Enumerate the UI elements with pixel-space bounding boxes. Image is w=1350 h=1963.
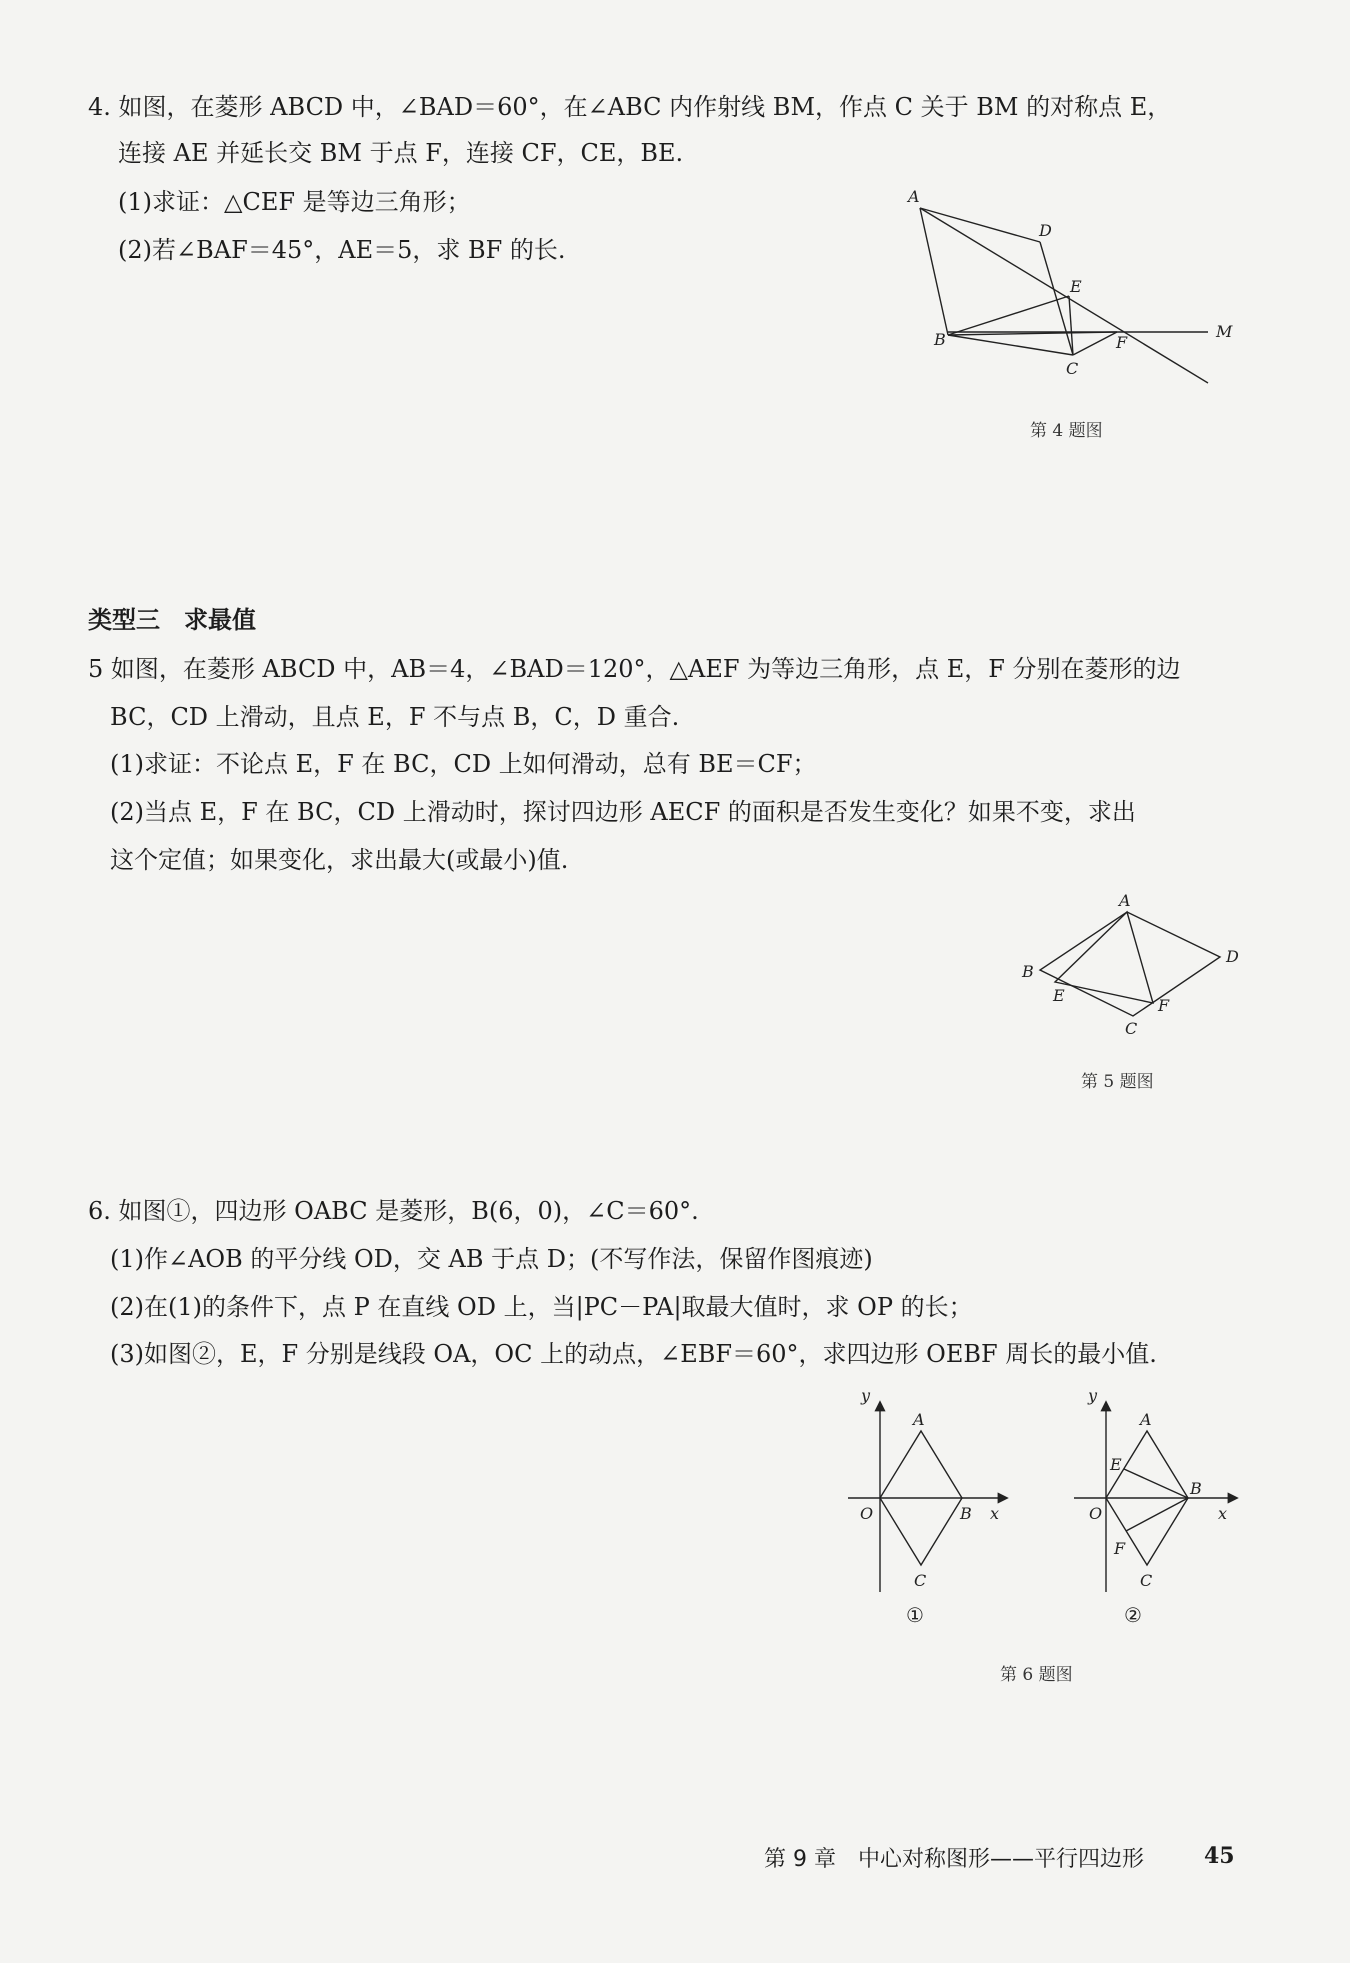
problem6-caption: 第 6 题图 — [1000, 1665, 1073, 1685]
section-heading: 类型三 求最值 — [88, 606, 256, 634]
fig6b-label-y: y — [1088, 1386, 1098, 1405]
fig6a-label-B: B — [960, 1504, 972, 1523]
fig5-label-C: C — [1125, 1019, 1138, 1038]
problem6-part1: (1)作∠AOB 的平分线 OD，交 AB 于点 D；(不写作法，保留作图痕迹) — [110, 1245, 873, 1273]
fig6b-label-F: F — [1114, 1539, 1126, 1558]
fig6b-label-B: B — [1190, 1479, 1202, 1498]
fig4-label-D: D — [1039, 221, 1052, 240]
fig6b-label-E: E — [1110, 1455, 1122, 1474]
fig6b-number: ② — [1124, 1603, 1142, 1627]
problem6-part3: (3)如图②，E，F 分别是线段 OA，OC 上的动点，∠EBF＝60°，求四边形 OEBF 周长的最小值. — [110, 1340, 1157, 1368]
fig5-label-F: F — [1158, 996, 1170, 1015]
problem5-part2b: 这个定值；如果变化，求出最大(或最小)值. — [110, 846, 569, 874]
fig4-label-A: A — [908, 187, 920, 206]
fig6a-number: ① — [906, 1603, 924, 1627]
problem4-part1: (1)求证：△CEF 是等边三角形； — [118, 188, 471, 216]
fig6b-label-x: x — [1218, 1504, 1228, 1523]
problem4-part2: (2)若∠BAF＝45°，AE＝5，求 BF 的长. — [118, 236, 566, 264]
fig6a-label-O: O — [860, 1504, 874, 1523]
fig4-label-E: E — [1070, 277, 1082, 296]
fig4-label-F: F — [1116, 333, 1128, 352]
problem5-part2a: (2)当点 E，F 在 BC，CD 上滑动时，探讨四边形 AECF 的面积是否发生变化？如果不变，求出 — [110, 798, 1136, 826]
problem4-line2: 连接 AE 并延长交 BM 于点 F，连接 CF，CE，BE. — [118, 139, 684, 167]
fig5-label-A: A — [1119, 891, 1131, 910]
fig4-label-M: M — [1216, 322, 1233, 341]
page-number: 45 — [1204, 1843, 1235, 1869]
fig5-label-D: D — [1226, 947, 1239, 966]
fig4-label-C: C — [1066, 359, 1079, 378]
fig5-label-B: B — [1022, 962, 1034, 981]
problem6-line1: 6. 如图①，四边形 OABC 是菱形，B(6，0)，∠C＝60°. — [88, 1197, 699, 1225]
problem5-caption: 第 5 题图 — [1081, 1072, 1154, 1092]
problem6-part2: (2)在(1)的条件下，点 P 在直线 OD 上，当|PC－PA|取最大值时，求 OP 的长； — [110, 1293, 973, 1321]
fig6a-label-y: y — [861, 1386, 871, 1405]
footer-chapter-title: 第 9 章 中心对称图形——平行四边形 — [764, 1847, 1144, 1872]
problem4-caption: 第 4 题图 — [1030, 421, 1103, 441]
fig5-label-E: E — [1053, 986, 1065, 1005]
problem5-line2: BC，CD 上滑动，且点 E，F 不与点 B，C，D 重合. — [110, 703, 680, 731]
fig6a-label-A: A — [913, 1410, 925, 1429]
fig6b-label-O: O — [1089, 1504, 1103, 1523]
problem4-line1: 4. 如图，在菱形 ABCD 中，∠BAD＝60°，在∠ABC 内作射线 BM，作点 C 关于 BM 的对称点 E， — [88, 93, 1172, 121]
fig4-label-B: B — [934, 330, 946, 349]
fig6b-label-A: A — [1140, 1410, 1152, 1429]
fig6b-label-C: C — [1140, 1571, 1153, 1590]
fig6a-label-x: x — [990, 1504, 1000, 1523]
fig6a-label-C: C — [914, 1571, 927, 1590]
problem5-part1: (1)求证：不论点 E，F 在 BC，CD 上如何滑动，总有 BE＝CF； — [110, 750, 817, 778]
problem5-line1: 5 如图，在菱形 ABCD 中，AB＝4，∠BAD＝120°，△AEF 为等边三角形，点 E，F 分别在菱形的边 — [88, 655, 1181, 683]
